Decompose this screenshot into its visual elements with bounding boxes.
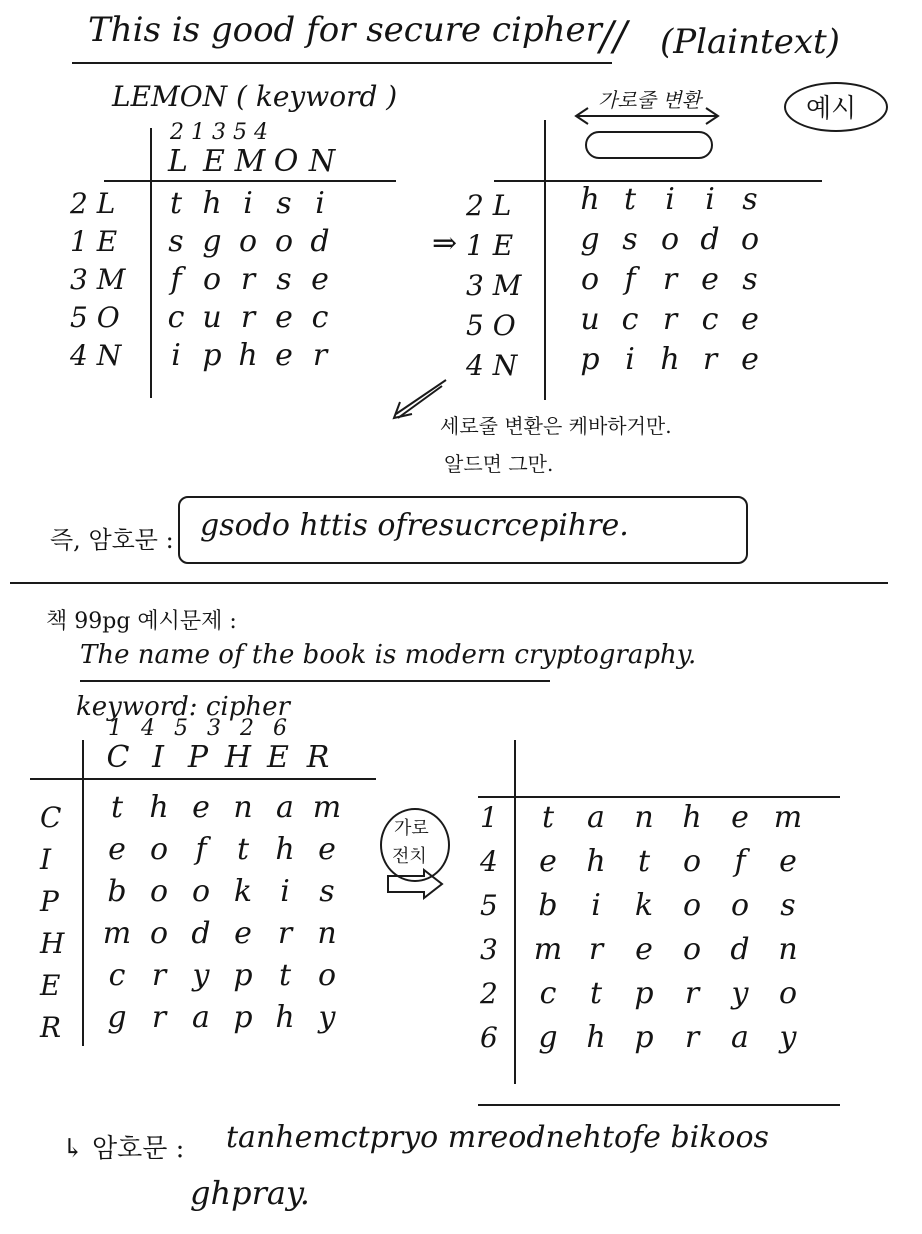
cell: o — [778, 976, 798, 1011]
cell: i — [705, 182, 715, 217]
cell: g — [202, 224, 222, 259]
cell: t — [541, 800, 555, 835]
cell: s — [742, 182, 758, 217]
cell: g — [580, 222, 600, 257]
header-letter: P — [187, 740, 209, 775]
cell: e — [108, 832, 126, 867]
cell: p — [202, 338, 222, 373]
cell: c — [108, 958, 126, 993]
cell: k — [233, 874, 253, 909]
cell: d — [700, 222, 720, 257]
plaintext-sentence-2: The name of the book is modern cryptography. — [80, 640, 697, 670]
cell: r — [662, 302, 678, 337]
cell: s — [168, 224, 184, 259]
header-letter: E — [267, 740, 289, 775]
left-table-1-header-numbers: 2 1 3 5 4 — [170, 120, 268, 145]
cell: o — [682, 888, 702, 923]
row-label: E — [40, 969, 61, 1002]
row-label: 1 — [480, 801, 498, 834]
row-label: 2 — [480, 977, 498, 1010]
cell: o — [730, 888, 750, 923]
cell: r — [151, 958, 167, 993]
header-letter: E — [203, 144, 225, 179]
cell: c — [539, 976, 557, 1011]
right-table-2-bottom-rule — [478, 1104, 840, 1106]
cell: t — [589, 976, 603, 1011]
cell: i — [171, 338, 181, 373]
cell: a — [731, 1020, 749, 1055]
left-table-1-header-letters — [160, 144, 340, 180]
note-vertical-line2: 알드면 그만. — [444, 452, 554, 476]
underline-1 — [72, 62, 612, 64]
cell: e — [779, 844, 797, 879]
cell: r — [702, 342, 718, 377]
cell: h — [660, 342, 680, 377]
note-vertical-line1: 세로줄 변환은 케바하거만. — [440, 414, 672, 438]
left-table-2-row-labels — [40, 800, 64, 1052]
right-table-2-row-labels — [480, 800, 498, 1064]
arrow-right-icon — [384, 868, 446, 900]
cell: f — [734, 844, 746, 879]
cell: o — [149, 916, 169, 951]
row-label: 5 O — [466, 309, 516, 342]
header-letter: O — [273, 144, 299, 179]
left-table-1-row-labels — [70, 186, 125, 376]
row-label: 4 — [480, 845, 498, 878]
header-letter: N — [308, 144, 336, 179]
underline-2 — [80, 680, 550, 682]
cell: o — [682, 932, 702, 967]
keyword-line-1: LEMON ( keyword ) — [112, 80, 398, 113]
cipher-label-1: 즉, 암호문 : — [50, 526, 174, 554]
cell: g — [538, 1020, 558, 1055]
cell: y — [779, 1020, 797, 1055]
cell: i — [315, 186, 325, 221]
cell: f — [195, 832, 207, 867]
left-table-2-body — [96, 790, 348, 1042]
row-label: 6 — [480, 1021, 498, 1054]
cell: s — [622, 222, 638, 257]
cell: e — [741, 302, 759, 337]
cell: e — [635, 932, 653, 967]
cell: s — [780, 888, 796, 923]
cell: r — [588, 932, 604, 967]
cell: p — [580, 342, 600, 377]
header-letter: R — [306, 740, 330, 775]
cell: e — [701, 262, 719, 297]
cipher-text-2-line2: ghpray. — [190, 1174, 310, 1212]
row-label: C — [40, 801, 62, 834]
row-label: 5 O — [70, 301, 120, 334]
cell: o — [149, 832, 169, 867]
cell: c — [621, 302, 639, 337]
row-label: 1 E — [70, 225, 118, 258]
cell: e — [192, 790, 210, 825]
cell: b — [107, 874, 127, 909]
cell: u — [202, 300, 222, 335]
cell: n — [634, 800, 654, 835]
header-letter: L — [168, 144, 188, 179]
cell: o — [682, 844, 702, 879]
cell: c — [311, 300, 329, 335]
cell: e — [234, 916, 252, 951]
cell: r — [240, 262, 256, 297]
header-letter: H — [224, 740, 252, 775]
cell: i — [625, 342, 635, 377]
cell: s — [276, 186, 292, 221]
row-label: 4 N — [70, 339, 122, 372]
cell: p — [634, 976, 654, 1011]
cell: h — [586, 1020, 606, 1055]
cell: h — [149, 790, 169, 825]
cell: d — [310, 224, 330, 259]
cell: c — [701, 302, 719, 337]
cell: e — [731, 800, 749, 835]
left-table-1-header-rule — [104, 180, 396, 182]
cell: e — [275, 338, 293, 373]
left-table-2-header-numbers: 1 4 5 3 2 6 — [108, 716, 293, 741]
cell: c — [167, 300, 185, 335]
cell: n — [317, 916, 337, 951]
cell: e — [318, 832, 336, 867]
left-table-2-header-letters — [98, 740, 338, 776]
cell: o — [274, 224, 294, 259]
left-table-1-column-rule — [150, 128, 152, 398]
cell: t — [278, 958, 292, 993]
example2-title: 책 99pg 예시문제 : — [46, 609, 237, 634]
keyword-line-2: keyword: cipher — [76, 692, 290, 722]
row-label: 2 L — [466, 189, 512, 222]
cell: e — [311, 262, 329, 297]
transpose-label-line2: 전치 — [392, 846, 427, 867]
cell: m — [102, 916, 132, 951]
cell: e — [275, 300, 293, 335]
row-label: R — [40, 1011, 62, 1044]
right-table-2-column-rule — [514, 740, 516, 1084]
cell: h — [682, 800, 702, 835]
cell: e — [539, 844, 557, 879]
cell: i — [591, 888, 601, 923]
cell: h — [275, 832, 295, 867]
row-label: 1 E — [466, 229, 514, 262]
cipher-text-1: gsodo httis ofresucrcepihre. — [200, 508, 629, 543]
cell: o — [740, 222, 760, 257]
slash-mark: // — [600, 14, 627, 60]
cell: e — [741, 342, 759, 377]
cell: f — [624, 262, 636, 297]
cell: t — [236, 832, 250, 867]
cell: s — [276, 262, 292, 297]
cell: f — [170, 262, 182, 297]
note-horizontal: 가로줄 변환 — [598, 88, 701, 112]
cell: i — [243, 186, 253, 221]
double-arrow-icon — [568, 106, 728, 162]
cell: p — [233, 1000, 253, 1035]
cell: h — [202, 186, 222, 221]
cell: r — [312, 338, 328, 373]
row-label: 5 — [480, 889, 498, 922]
cell: s — [319, 874, 335, 909]
cell: t — [110, 790, 124, 825]
left-table-1-body — [158, 186, 338, 376]
row-label: P — [40, 885, 59, 918]
cell: i — [665, 182, 675, 217]
cell: r — [684, 1020, 700, 1055]
row-label: 4 N — [466, 349, 518, 382]
right-table-1-column-rule — [544, 120, 546, 400]
cell: p — [634, 1020, 654, 1055]
transpose-label-line1: 가로 — [394, 818, 429, 839]
row-label: 3 — [480, 933, 498, 966]
cell: y — [192, 958, 210, 993]
cell: s — [742, 262, 758, 297]
row-label: 2 L — [70, 187, 116, 220]
row-label: 3 M — [466, 269, 522, 302]
header-letter: C — [106, 740, 130, 775]
cell: r — [684, 976, 700, 1011]
cell: r — [240, 300, 256, 335]
row-label: 3 M — [70, 263, 126, 296]
cell: b — [538, 888, 558, 923]
header-letter: M — [234, 144, 266, 179]
cell: o — [580, 262, 600, 297]
cell: n — [233, 790, 253, 825]
cell: h — [275, 1000, 295, 1035]
cell: o — [191, 874, 211, 909]
cell: o — [660, 222, 680, 257]
cell: g — [107, 1000, 127, 1035]
plaintext-label: (Plaintext) — [660, 22, 840, 62]
cell: d — [191, 916, 211, 951]
right-table-2-body — [524, 800, 812, 1064]
row-arrow: ⇒ — [432, 226, 458, 261]
cell: r — [277, 916, 293, 951]
cell: a — [192, 1000, 210, 1035]
cell: o — [149, 874, 169, 909]
cell: h — [586, 844, 606, 879]
cell: d — [730, 932, 750, 967]
cell: n — [778, 932, 798, 967]
cell: i — [280, 874, 290, 909]
cell: h — [580, 182, 600, 217]
right-table-1-body — [570, 182, 770, 382]
cell: m — [533, 932, 563, 967]
row-label: H — [40, 927, 65, 960]
cell: r — [662, 262, 678, 297]
cell: u — [580, 302, 600, 337]
section-divider — [10, 582, 888, 584]
header-letter: I — [152, 740, 164, 775]
cipher-text-2-line1: tanhemctpryo mreodnehtofe bikoos — [226, 1120, 769, 1155]
cell: p — [233, 958, 253, 993]
cell: m — [312, 790, 342, 825]
cell: o — [317, 958, 337, 993]
badge-label: 예시 — [806, 94, 857, 124]
cipher-label-2: ↳ 암호문 : — [62, 1134, 185, 1164]
cell: o — [202, 262, 222, 297]
cell: t — [637, 844, 651, 879]
right-table-1-row-labels — [466, 188, 521, 388]
cell: y — [318, 1000, 336, 1035]
cell: a — [587, 800, 605, 835]
right-table-2-header-rule — [478, 796, 840, 798]
cell: m — [773, 800, 803, 835]
left-table-2-column-rule — [82, 740, 84, 1046]
cell: k — [634, 888, 654, 923]
cell: t — [169, 186, 183, 221]
cell: y — [731, 976, 749, 1011]
cell: o — [238, 224, 258, 259]
cell: t — [623, 182, 637, 217]
row-label: I — [40, 843, 52, 876]
plaintext-sentence-1: This is good for secure cipher — [88, 10, 602, 50]
cell: r — [151, 1000, 167, 1035]
cell: a — [276, 790, 294, 825]
cell: h — [238, 338, 258, 373]
